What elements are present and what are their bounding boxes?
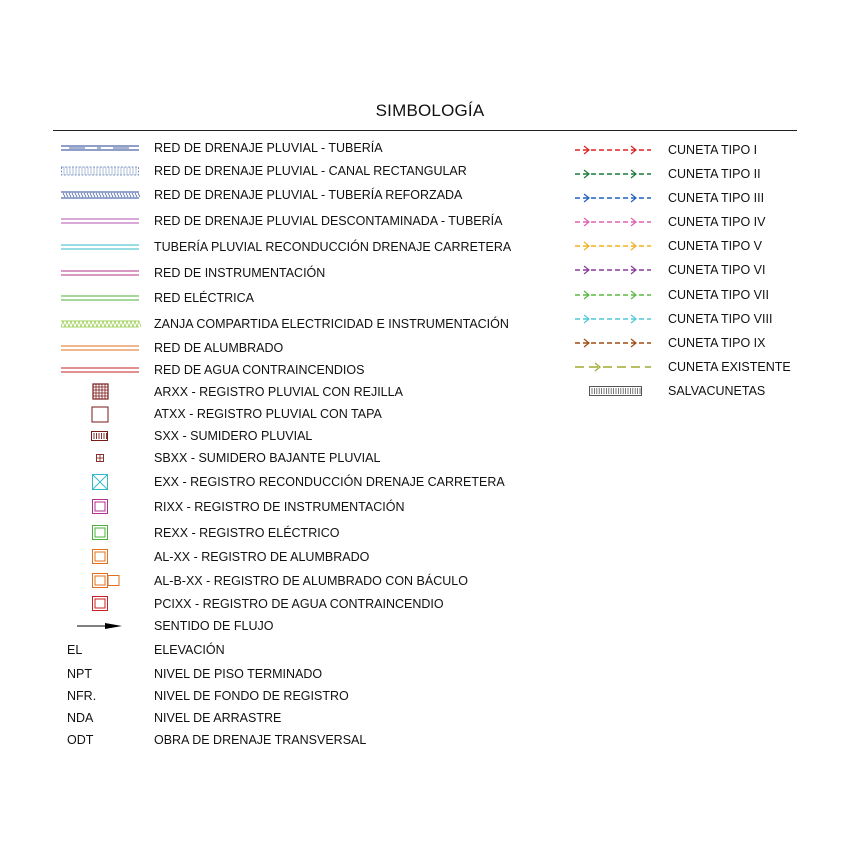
legend-label: CUNETA TIPO IV <box>668 215 766 229</box>
ditch-type-5-icon <box>575 241 653 251</box>
legend-row <box>0 285 850 305</box>
legend-row <box>0 260 850 280</box>
abbreviation-code: NPT <box>67 667 92 681</box>
legend-label: CUNETA TIPO III <box>668 191 765 205</box>
legend-row <box>0 381 850 401</box>
legend-label: SXX - SUMIDERO PLUVIAL <box>154 429 313 443</box>
legend-row <box>0 523 560 543</box>
ditch-type-9-icon <box>575 338 653 348</box>
legend-label: CUNETA TIPO I <box>668 143 758 157</box>
legend-row <box>0 140 850 160</box>
legend-row <box>0 547 560 567</box>
legend-label: RED DE DRENAJE PLUVIAL - TUBERÍA <box>154 141 383 155</box>
legend-label: CUNETA TIPO II <box>668 167 761 181</box>
legend-label: EXX - REGISTRO RECONDUCCIÓN DRENAJE CARRETERA <box>154 475 505 489</box>
legend-row <box>0 426 560 446</box>
legend-row <box>0 571 560 591</box>
abbreviation-code: ODT <box>67 733 94 747</box>
flow-arrow-icon <box>77 622 123 630</box>
legend-title: SIMBOLOGÍA <box>375 101 485 120</box>
legend-label: TUBERÍA PLUVIAL RECONDUCCIÓN DRENAJE CARRETERA <box>154 240 512 254</box>
lighting-pole-register-icon <box>92 573 121 589</box>
electric-register-icon <box>92 525 109 541</box>
legend-label: RED ELÉCTRICA <box>154 291 255 305</box>
legend-label: CUNETA TIPO IX <box>668 336 766 350</box>
legend-label: AL-B-XX - REGISTRO DE ALUMBRADO CON BÁCULO <box>154 574 468 588</box>
lighting-register-icon <box>92 549 109 565</box>
legend-label: CUNETA TIPO V <box>668 239 763 253</box>
abbreviation-code: EL <box>67 643 83 657</box>
legend-row <box>0 309 850 329</box>
abbreviation-meaning: ELEVACIÓN <box>154 643 225 657</box>
legend-label: CUNETA TIPO VII <box>668 288 769 302</box>
abbreviation-meaning: NIVEL DE ARRASTRE <box>154 711 282 725</box>
legend-label: CUNETA TIPO VI <box>668 263 766 277</box>
legend-row <box>0 404 560 424</box>
legend-label: PCIXX - REGISTRO DE AGUA CONTRAINCENDIO <box>154 597 444 611</box>
legend-label: SBXX - SUMIDERO BAJANTE PLUVIAL <box>154 451 381 465</box>
legend-row <box>0 497 560 517</box>
abbreviation-meaning: OBRA DE DRENAJE TRANSVERSAL <box>154 733 367 747</box>
legend-label: SALVACUNETAS <box>668 384 766 398</box>
ditch-type-7-icon <box>575 290 653 300</box>
legend-row <box>0 333 850 353</box>
legend-row <box>0 448 560 468</box>
legend-label: RED DE DRENAJE PLUVIAL - CANAL RECTANGULAR <box>154 164 467 178</box>
legend-row <box>0 236 850 256</box>
legend-label: ZANJA COMPARTIDA ELECTRICIDAD E INSTRUMENTACIÓN <box>154 317 509 331</box>
existing-ditch-icon <box>575 362 653 372</box>
legend-row <box>0 594 560 614</box>
ditch-type-1-icon <box>575 145 653 155</box>
legend-label: ARXX - REGISTRO PLUVIAL CON REJILLA <box>154 385 403 399</box>
title-divider <box>53 130 797 131</box>
legend-row <box>0 616 560 636</box>
legend-label: ATXX - REGISTRO PLUVIAL CON TAPA <box>154 407 382 421</box>
fire-water-register-icon <box>92 596 109 612</box>
legend-label: RED DE INSTRUMENTACIÓN <box>154 266 326 280</box>
abbreviation-meaning: NIVEL DE PISO TERMINADO <box>154 667 323 681</box>
legend-label: CUNETA EXISTENTE <box>668 360 791 374</box>
ditch-crossing-icon <box>589 386 642 396</box>
covered-register-icon <box>91 406 109 423</box>
ditch-type-3-icon <box>575 193 653 203</box>
legend-label: REXX - REGISTRO ELÉCTRICO <box>154 526 340 540</box>
abbreviation-code: NFR. <box>67 689 97 703</box>
legend-label: RED DE AGUA CONTRAINCENDIOS <box>154 363 365 377</box>
legend-row <box>0 357 850 377</box>
abbreviation-meaning: NIVEL DE FONDO DE REGISTRO <box>154 689 349 703</box>
ditch-type-6-icon <box>575 265 653 275</box>
legend-row <box>0 188 850 208</box>
legend-label: RED DE ALUMBRADO <box>154 341 284 355</box>
legend-label: RED DE DRENAJE PLUVIAL DESCONTAMINADA - TUBERÍA <box>154 214 503 228</box>
legend-label: RED DE DRENAJE PLUVIAL - TUBERÍA REFORZADA <box>154 188 463 202</box>
ditch-type-4-icon <box>575 217 653 227</box>
legend-row <box>0 164 850 184</box>
legend-label: SENTIDO DE FLUJO <box>154 619 274 633</box>
legend-label: CUNETA TIPO VIII <box>668 312 773 326</box>
legend-label: RIXX - REGISTRO DE INSTRUMENTACIÓN <box>154 500 405 514</box>
legend-label: AL-XX - REGISTRO DE ALUMBRADO <box>154 550 370 564</box>
ditch-type-8-icon <box>575 314 653 324</box>
legend-row <box>0 472 560 492</box>
legend-row <box>0 212 850 232</box>
ditch-type-2-icon <box>575 169 653 179</box>
storm-drain-icon <box>91 431 108 441</box>
abbreviation-code: NDA <box>67 711 94 725</box>
road-drain-register-icon <box>92 474 109 491</box>
downspout-drain-icon <box>96 454 105 463</box>
instrumentation-register-icon <box>92 499 109 515</box>
